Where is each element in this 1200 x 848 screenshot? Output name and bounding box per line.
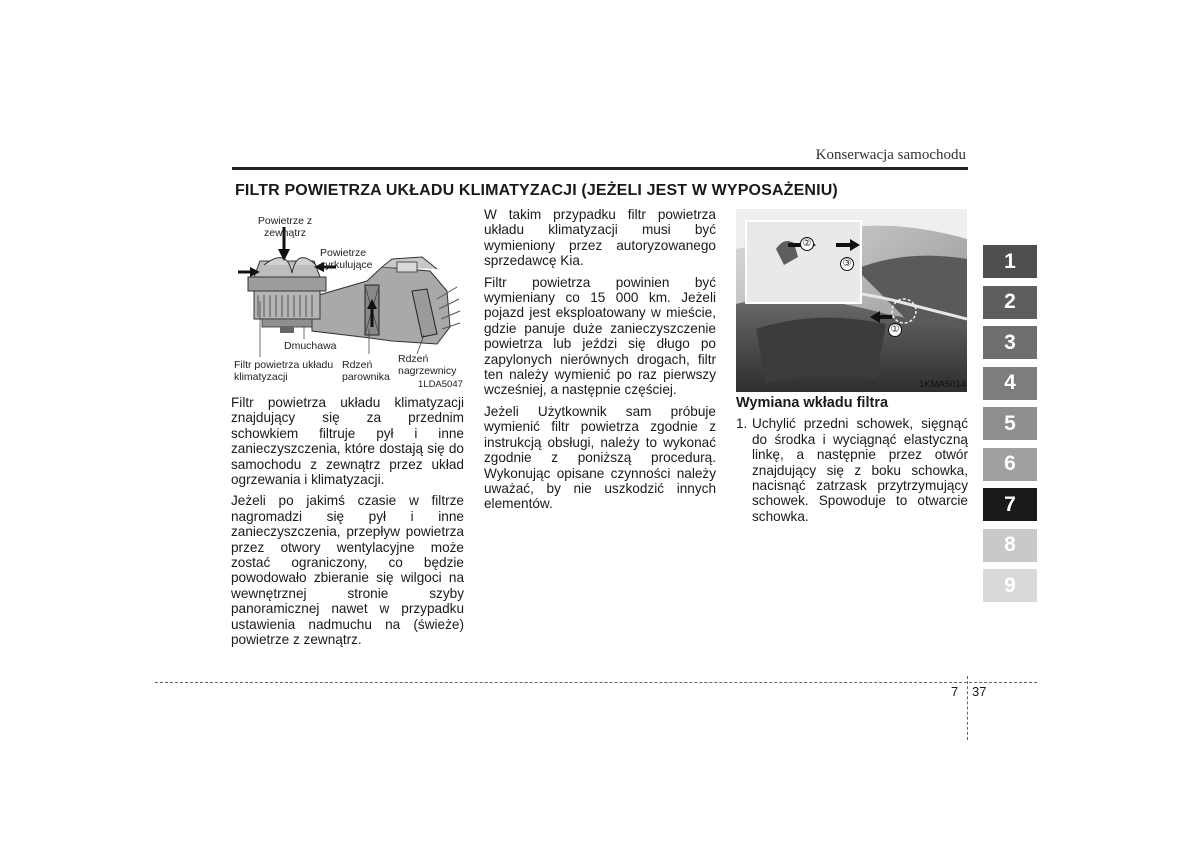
chapter-tab-9[interactable]: 9 xyxy=(983,569,1037,602)
paragraph: Filtr powietrza powinien być wymieniany co 15 000 km. Jeżeli pojazd jest eksploatowany w mieście, gdzie panuje duże zanieczyszczenie powietrza lub jeździ się długo po zapylonych nierównych drogach, filtr ten należy wymienić po raz pierwszy wcześniej, a następnie częściej. xyxy=(484,274,716,398)
column-3 xyxy=(736,396,968,524)
marker-2: ② xyxy=(800,237,814,251)
footer-rule xyxy=(155,682,1037,683)
glovebox-photo-figure xyxy=(736,209,967,392)
chapter-tabs xyxy=(983,245,1037,610)
section-title: FILTR POWIETRZA UKŁADU KLIMATYZACJI (JEŻELI JEST W WYPOSAŻENIU) xyxy=(235,182,838,199)
chapter-tab-5[interactable]: 5 xyxy=(983,407,1037,440)
chapter-tab-1[interactable]: 1 xyxy=(983,245,1037,278)
marker-3: ③ xyxy=(840,257,854,271)
label-evaporator: Rdzeń parownika xyxy=(342,359,390,383)
paragraph: Jeżeli po jakimś czasie w filtrze nagromadzi się pył i inne zanieczyszczenia, przepływ powietrza przez otwory wentylacyjne może zostać ograniczony, co będzie powodowało zbieranie się wilgoci na wewnętrznej stronie szyby panoramicznej nawet w przypadku ustawienia nadmuchu na (świeże) powietrze z zewnątrz. xyxy=(231,493,464,648)
label-heater: Rdzeń nagrzewnicy xyxy=(398,353,457,377)
step-number: 1. xyxy=(736,416,748,432)
page-number: 37 xyxy=(972,684,987,699)
chapter-tab-6[interactable]: 6 xyxy=(983,448,1037,481)
label-blower: Dmuchawa xyxy=(284,340,337,352)
label-filter: Filtr powietrza układu klimatyzacji xyxy=(234,359,334,383)
chapter-tab-2[interactable]: 2 xyxy=(983,286,1037,319)
chapter-tab-7[interactable]: 7 xyxy=(983,488,1037,521)
column-2 xyxy=(484,207,716,518)
column-1 xyxy=(231,395,464,654)
step-item xyxy=(736,416,968,524)
hvac-diagram-figure xyxy=(232,209,464,393)
subheading: Wymiana wkładu filtra xyxy=(736,395,889,411)
paragraph: W takim przypadku filtr powietrza układu klimatyzacji musi być wymieniony przez autoryzowanego sprzedawcę Kia. xyxy=(484,207,716,269)
chapter-tab-8[interactable]: 8 xyxy=(983,529,1037,562)
figure-code: 1LDA5047 xyxy=(418,379,463,390)
step-text: Uchylić przedni schowek, sięgnąć do środka i wyciągnąć elastyczną linkę, a następnie przez otwór znajdujący się z boku schowka, nacisnąć zatrzask przytrzymujący schowek. Spowoduje to otwarcie schowka. xyxy=(752,416,968,524)
page-chapter: 7 xyxy=(951,684,959,699)
running-header: Konserwacja samochodu xyxy=(815,147,966,163)
header-rule xyxy=(232,167,968,170)
glovebox-photo-drawing xyxy=(736,209,967,392)
paragraph: Filtr powietrza układu klimatyzacji znajdujący się za przednim schowkiem filtruje pył i inne zanieczyszczenia, które dostają się do samochodu z zewnątrz przez układ ogrzewania i klimatyzacji. xyxy=(231,395,464,488)
steps-list xyxy=(736,416,968,524)
marker-1: ① xyxy=(888,323,902,337)
footer-divider xyxy=(967,676,968,740)
chapter-tab-3[interactable]: 3 xyxy=(983,326,1037,359)
paragraph: Jeżeli Użytkownik sam próbuje wymienić filtr powietrza zgodnie z instrukcją obsługi, należy to wykonać zgodnie z poniższą procedurą. Wykonując opisane czynności należy uważać, by nie uszkodzić innych elementów. xyxy=(484,403,716,512)
label-recirculated-air: Powietrze cyrkulujące xyxy=(320,247,373,271)
chapter-tab-4[interactable]: 4 xyxy=(983,367,1037,400)
label-outside-air: Powietrze z zewnątrz xyxy=(257,215,313,239)
figure-code: 1KMA5014 xyxy=(919,379,967,390)
